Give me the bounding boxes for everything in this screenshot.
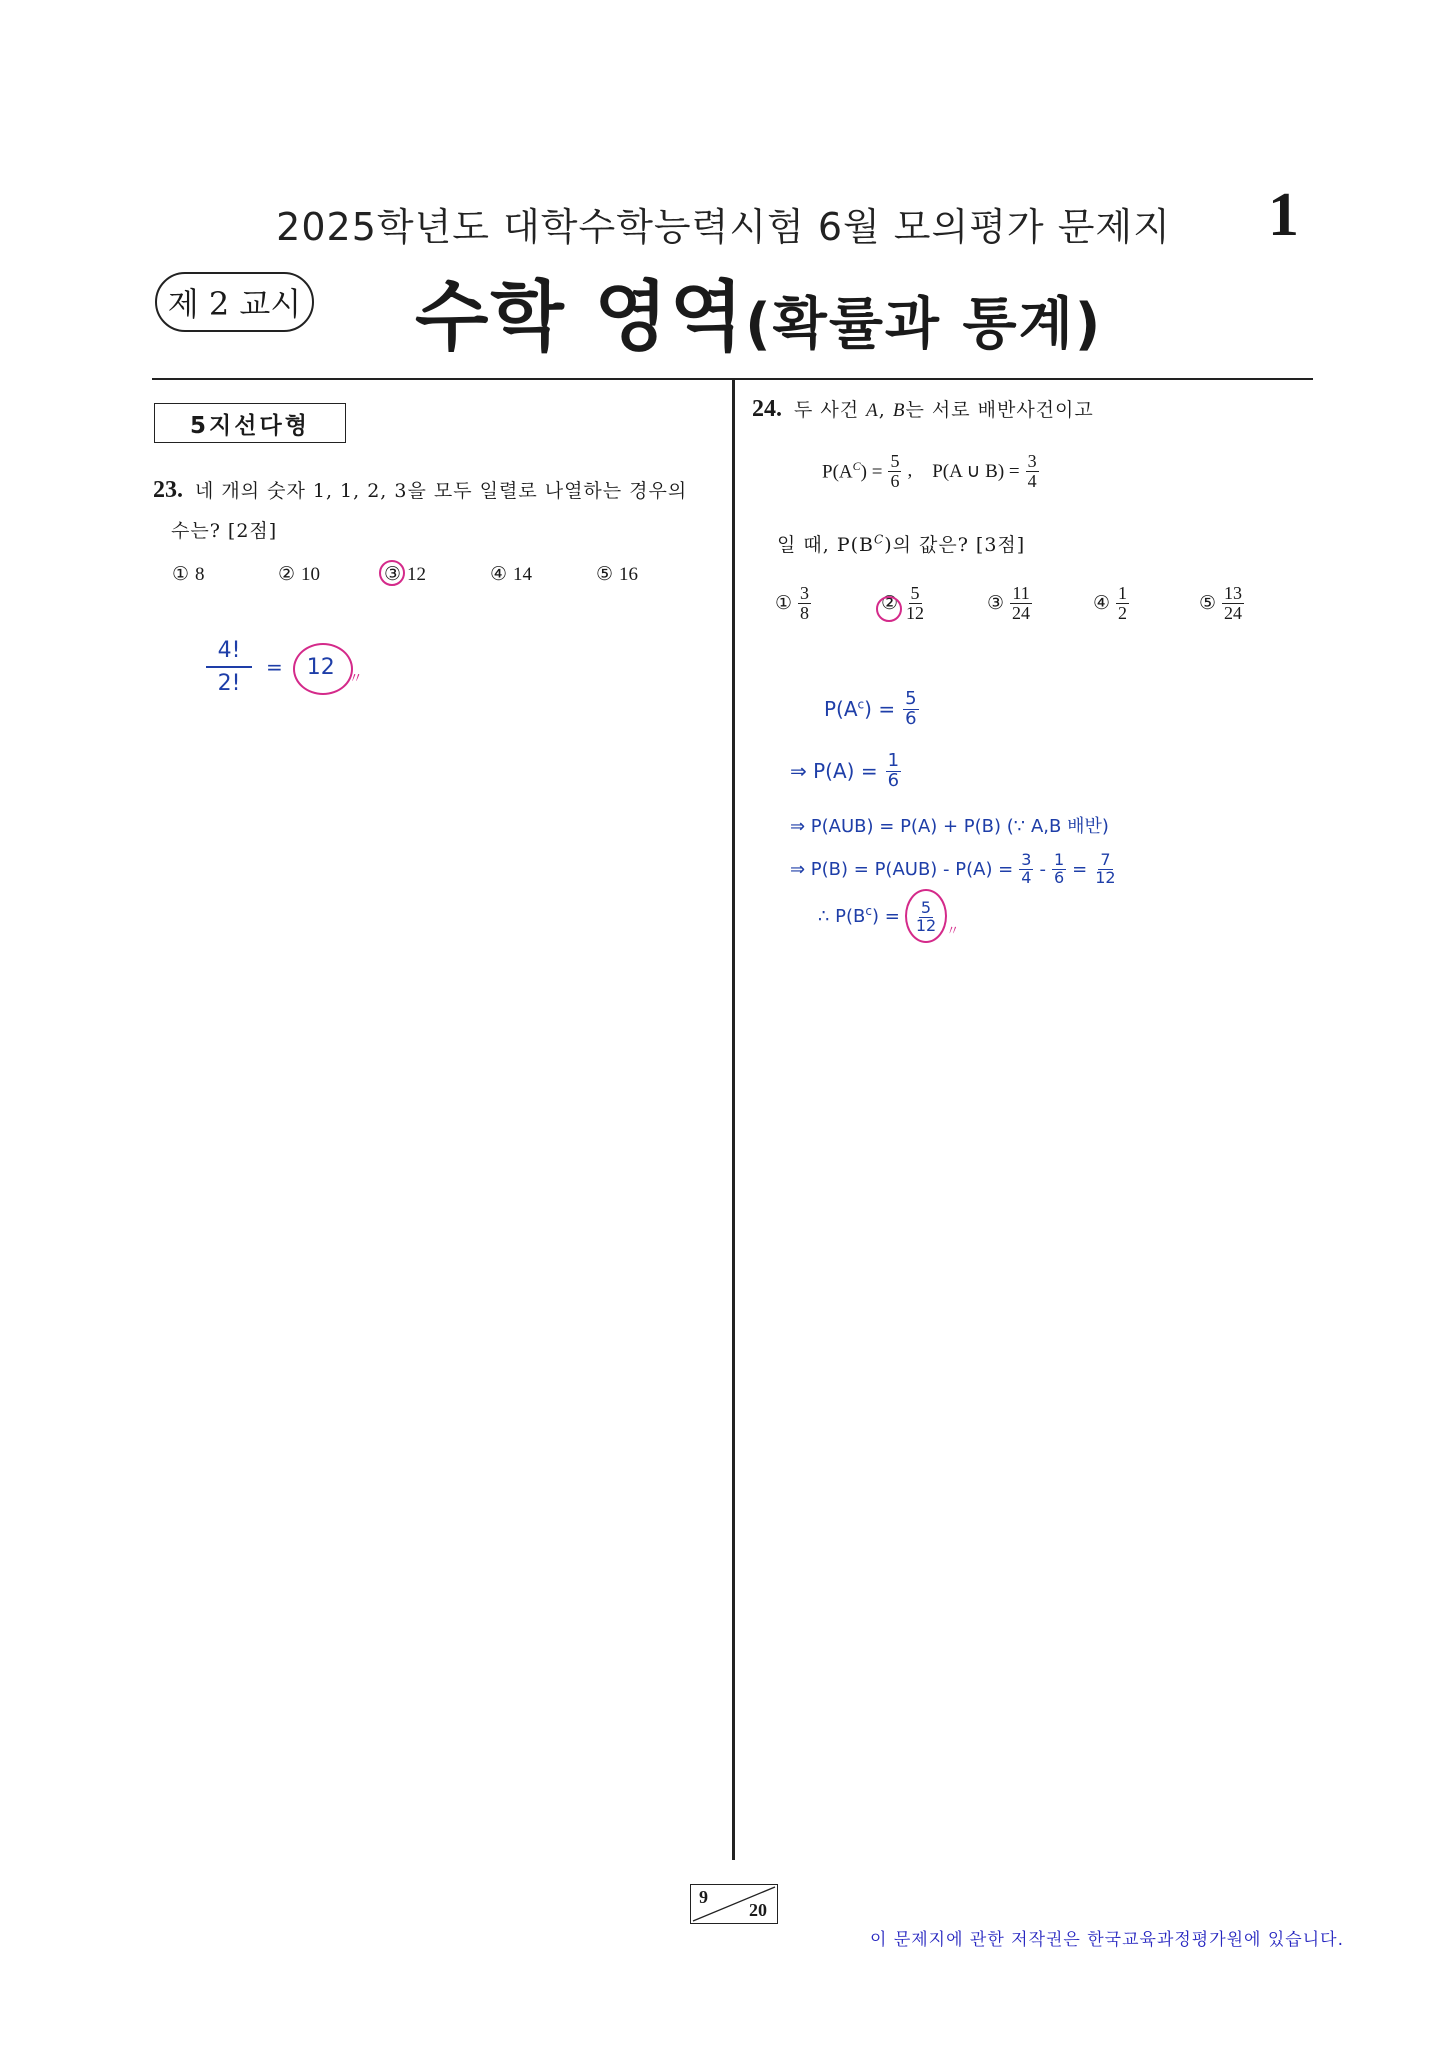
choice-value: 10 [301, 563, 321, 585]
choices-24 [775, 584, 1295, 623]
given-1-lhs: $P(A^C)$ = [822, 459, 883, 483]
question-number: 23. [153, 477, 183, 503]
handwritten-line-1: $P(A^c)$ = $\frac{5}{6}$ [824, 688, 917, 729]
handwritten-line-4: ⇒ P(B) = P(AUB) - P(A) = $\frac{3}{4}$ - $\frac{1}{6}$ = $\frac{7}{12}$ [790, 850, 1116, 887]
given-2-fraction: $\frac{3}{4}$ [1027, 451, 1037, 491]
handwritten-line-2: ⇒ P(A) = $\frac{1}{6}$ [790, 750, 900, 791]
given-2-lhs: P(A ∪ B) = [932, 460, 1020, 482]
choice-4[interactable] [490, 563, 596, 586]
choice-1[interactable] [172, 563, 278, 586]
page-number: 1 [1268, 181, 1299, 249]
handwritten-line-3: ⇒ P(AUB) = P(A) + P(B) (∵ A,B 배반) [790, 816, 1109, 837]
given-equations [822, 452, 1039, 491]
question-text: 일 때, $P(B^C)$의 값은? [3점] [777, 532, 1026, 556]
answer-circle [876, 596, 902, 622]
exam-title: 2025학년도 대학수학능력시험 6월 모의평가 문제지 [276, 205, 1171, 249]
copyright-notice: 이 문제지에 관한 저작권은 한국교육과정평가원에 있습니다. [870, 1930, 1344, 1950]
total-pages: 20 [749, 1900, 767, 1920]
check-tick: 〃 [946, 924, 960, 939]
choice-mark: ④ [490, 564, 508, 585]
answer-circle [379, 560, 405, 586]
choice-value: 8 [195, 563, 205, 585]
choice-mark: ④ [1093, 592, 1111, 614]
choice-mark: ③ [987, 592, 1005, 614]
question-23 [153, 476, 687, 543]
choices-23 [172, 563, 692, 586]
choice-mark: ⑤ [596, 564, 614, 585]
handwritten-line-5: ∴ $P(B^c)$ = $\frac{5}{12}$ 〃 [818, 892, 959, 939]
question-text: 두 사건 A, B는 서로 배반사건이고 [794, 399, 1094, 421]
handwritten-fraction: $\frac{5}{6}$ [905, 688, 917, 729]
choice-value: 12 [407, 563, 427, 585]
section-label: 5지선다형 [154, 403, 346, 443]
choice-mark: ⑤ [1199, 592, 1217, 614]
choice-1[interactable] [775, 584, 881, 623]
choice-fraction: $\frac{13}{24}$ [1224, 583, 1243, 623]
subject-subtitle: (확률과 통계) [745, 292, 1103, 357]
choice-5[interactable] [596, 563, 686, 586]
question-text: 네 개의 숫자 1, 1, 2, 3을 모두 일렬로 나열하는 경우의 [195, 480, 688, 502]
choice-4[interactable] [1093, 584, 1199, 623]
subject-name: 수학 영역 [415, 272, 746, 361]
given-1-fraction: $\frac{5}{6}$ [890, 451, 900, 491]
subject-title [415, 256, 1102, 365]
period-badge [155, 272, 314, 332]
choice-fraction: $\frac{5}{12}$ [906, 583, 925, 623]
handwritten-fraction: $\frac{1}{6}$ [887, 750, 900, 791]
choice-2[interactable] [881, 584, 987, 623]
handwritten-fraction [206, 638, 252, 696]
choice-mark: ② [881, 592, 899, 614]
question-text: 수는? [2점] [171, 520, 278, 542]
separator: , [907, 460, 913, 482]
choice-mark: ③ [384, 564, 402, 585]
current-page: 9 [699, 1887, 708, 1907]
answer-circle [905, 889, 947, 943]
choice-fraction: $\frac{1}{2}$ [1118, 583, 1128, 623]
choice-fraction: $\frac{3}{8}$ [800, 583, 810, 623]
handwritten-answer [297, 649, 345, 686]
column-divider [732, 379, 735, 1860]
answer-circle [293, 643, 353, 695]
handwritten-fraction: $\frac{5}{12}$ [915, 897, 937, 935]
choice-2[interactable] [278, 563, 384, 586]
handwritten-fraction: $\frac{3}{4}$ [1021, 850, 1032, 887]
answer-value: 12 [306, 654, 335, 680]
handwritten-fraction: $\frac{7}{12}$ [1095, 850, 1116, 887]
check-tick: 〃 [348, 671, 363, 687]
period-label: 제 2 교시 [167, 285, 302, 323]
choice-mark: ② [278, 564, 296, 585]
choice-value: 14 [513, 563, 533, 585]
choice-3[interactable] [384, 563, 490, 586]
handwritten-answer [908, 893, 944, 939]
handwritten-fraction: $\frac{1}{6}$ [1053, 850, 1065, 887]
choice-value: 16 [619, 563, 639, 585]
choice-mark: ① [172, 564, 190, 585]
choice-mark: ① [775, 592, 793, 614]
fraction-numerator: 4! [217, 638, 241, 663]
choice-fraction: $\frac{11}{24}$ [1012, 583, 1031, 623]
choice-3[interactable] [987, 584, 1093, 623]
choice-5[interactable] [1199, 584, 1289, 623]
question-number: 24. [752, 396, 782, 422]
fraction-denominator: 2! [217, 671, 241, 696]
question-24 [752, 395, 1094, 423]
handwritten-equals: = [266, 655, 283, 679]
handwritten-work-23 [206, 638, 363, 696]
page-indicator [690, 1884, 778, 1924]
